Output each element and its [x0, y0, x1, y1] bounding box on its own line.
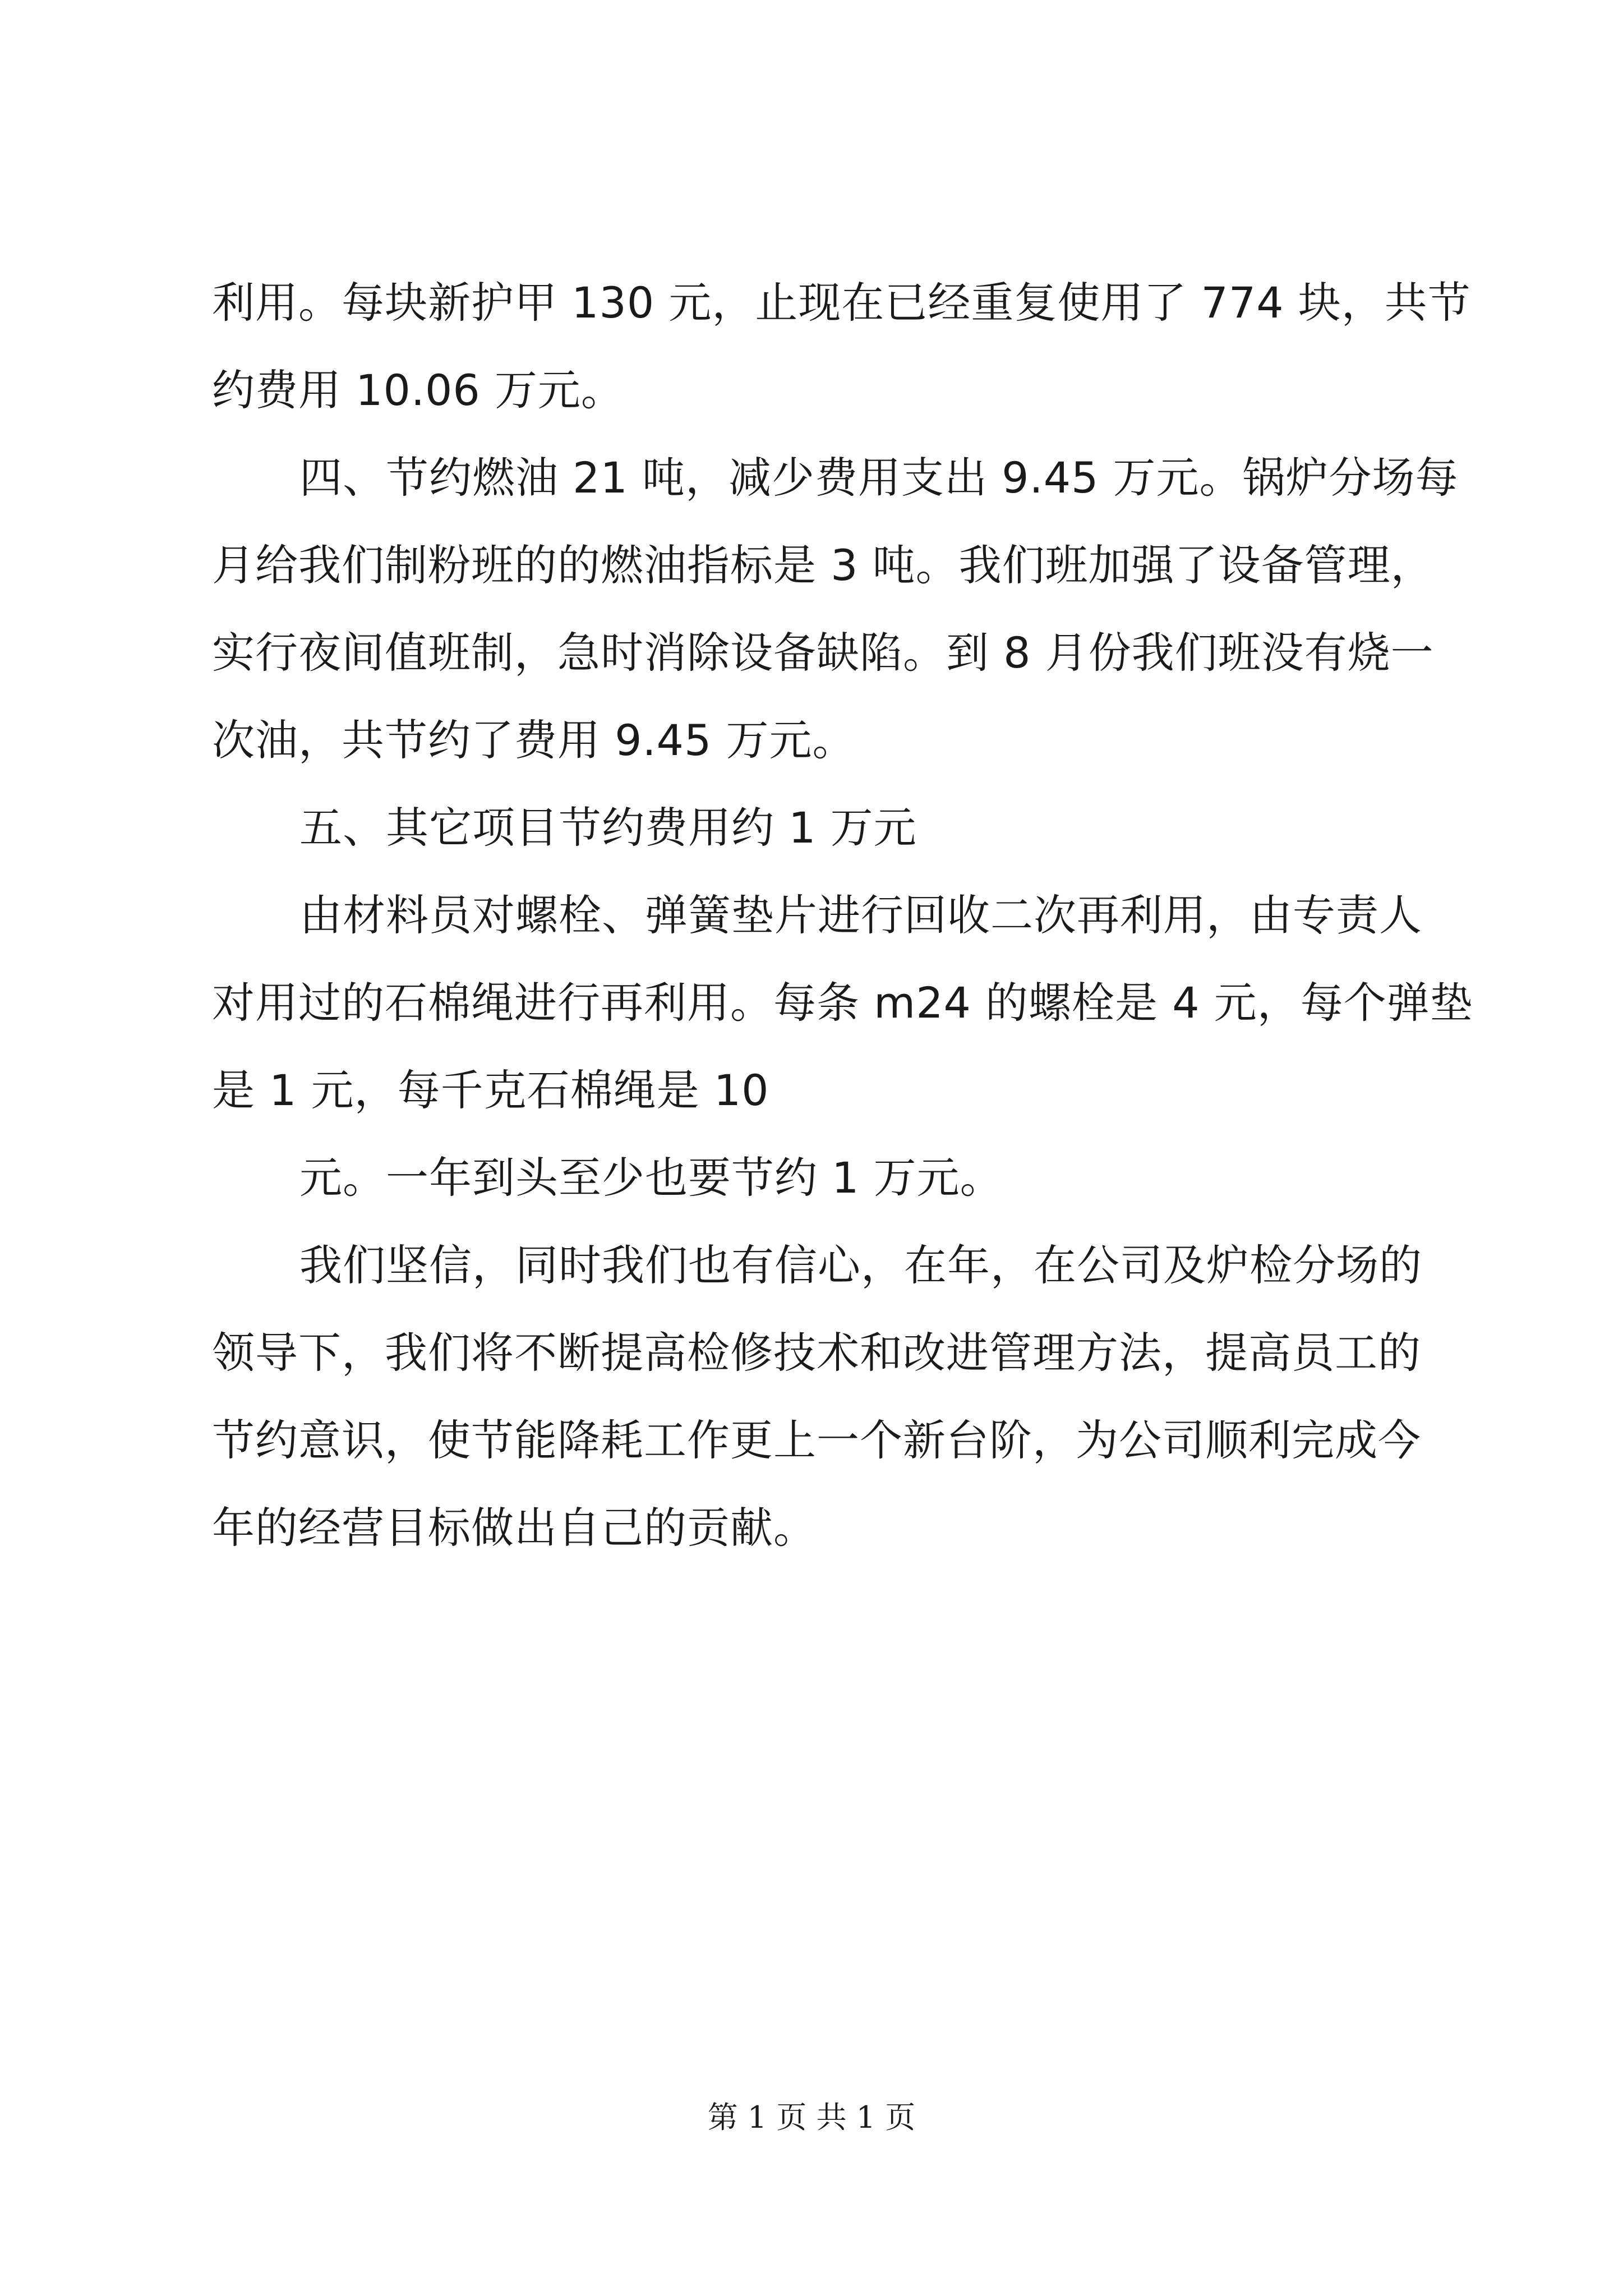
text-line: 节约意识，使节能降耗工作更上一个新台阶，为公司顺利完成今: [212, 1415, 1421, 1465]
text-line: 年的经营目标做出自己的贡献。: [212, 1503, 817, 1553]
text-line: 领导下，我们将不断提高检修技术和改进管理方法，提高员工的: [212, 1328, 1421, 1378]
text-line: 对用过的石棉绳进行再利用。每条 m24 的螺栓是 4 元，每个弹垫: [212, 978, 1473, 1028]
text-line: 由材料员对螺栓、弹簧垫片进行回收二次再利用，由专责人: [299, 890, 1422, 940]
text-line: 次油，共节约了费用 9.45 万元。: [212, 715, 856, 765]
text-line: 约费用 10.06 万元。: [212, 365, 624, 415]
document-body: [212, 259, 1473, 1572]
text-line: 我们坚信，同时我们也有信心，在年，在公司及炉检分场的: [299, 1240, 1422, 1290]
text-line: 实行夜间值班制，急时消除设备缺陷。到 8 月份我们班没有烧一: [212, 628, 1434, 678]
text-line: 五、其它项目节约费用约 1 万元: [299, 803, 917, 853]
text-line: 利用。每块新护甲 130 元，止现在已经重复使用了 774 块，共节: [212, 278, 1471, 328]
text-line: 四、节约燃油 21 吨，减少费用支出 9.45 万元。锅炉分场每: [299, 453, 1459, 503]
text-line: 元。一年到头至少也要节约 1 万元。: [299, 1153, 1003, 1203]
text-line: 是 1 元，每千克石棉绳是 10: [212, 1065, 769, 1115]
text-line: 月给我们制粉班的的燃油指标是 3 吨。我们班加强了设备管理，: [212, 540, 1434, 590]
page-footer: 第 1 页 共 1 页: [707, 2100, 916, 2135]
